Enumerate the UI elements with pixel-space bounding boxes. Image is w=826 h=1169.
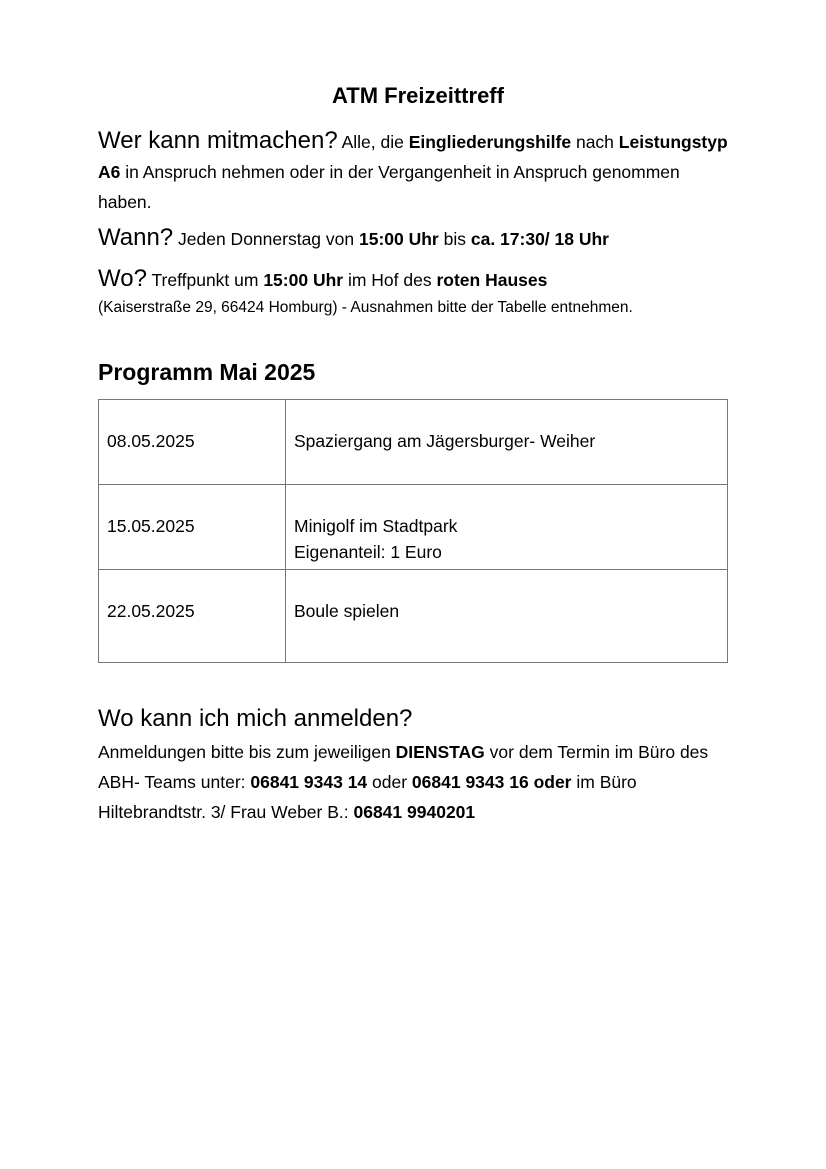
document-page <box>98 80 738 827</box>
where-question: Wo? <box>98 265 147 292</box>
where-text-2: im Hof des <box>343 270 437 290</box>
where-bold-2: roten Hauses <box>436 270 548 290</box>
activity-line-1: Minigolf im Stadtpark <box>294 516 458 536</box>
row-date: 08.05.2025 <box>99 400 286 485</box>
when-paragraph <box>98 223 738 254</box>
reg-bold-1: DIENSTAG <box>395 742 485 762</box>
when-bold-1: 15:00 Uhr <box>358 229 439 249</box>
where-bold-1: 15:00 Uhr <box>263 270 344 290</box>
who-text-2: nach <box>571 132 619 152</box>
table-row <box>99 570 728 663</box>
when-text-2: bis <box>438 229 471 249</box>
when-question: Wann? <box>98 224 174 251</box>
reg-text-3: oder <box>367 772 412 792</box>
who-bold-1: Eingliederungshilfe <box>408 132 572 152</box>
table-row <box>99 400 728 485</box>
program-table <box>98 399 728 663</box>
reg-text-2: vor dem Termin im Büro des ABH- Teams unter: <box>98 742 709 792</box>
activity-line-1: Boule spielen <box>294 601 400 621</box>
activity-line-1: Spaziergang am Jägersburger- Weiher <box>294 431 596 451</box>
who-text-1: Alle, die <box>337 132 409 152</box>
who-paragraph <box>98 126 738 217</box>
registration-title: Wo kann ich mich anmelden? <box>98 705 413 732</box>
activity-line-2: Eigenanteil: 1 Euro <box>294 542 442 562</box>
who-question: Wer kann mitmachen? <box>98 127 338 154</box>
reg-phone-1: 06841 9343 14 <box>250 772 368 792</box>
program-title: Programm Mai 2025 <box>98 359 316 385</box>
who-bold-2: Leistungstyp A6 <box>98 132 728 182</box>
reg-text-4: im Büro Hiltebrandtstr. 3/ Frau Weber B.: <box>98 772 637 822</box>
where-note: (Kaiserstraße 29, 66424 Homburg) - Ausnahmen bitte der Tabelle entnehmen. <box>98 299 633 316</box>
reg-text-1: Anmeldungen bitte bis zum jeweiligen <box>98 742 396 762</box>
row-activity <box>286 485 728 570</box>
document-title: ATM Freizeittreff <box>332 83 504 108</box>
registration-paragraph <box>98 737 738 827</box>
where-text-1: Treffpunkt um <box>146 270 264 290</box>
when-bold-2: ca. 17:30/ 18 Uhr <box>470 229 609 249</box>
row-date: 22.05.2025 <box>99 570 286 663</box>
table-row <box>99 485 728 570</box>
reg-phone-3: 06841 9940201 <box>353 802 476 822</box>
when-text-1: Jeden Donnerstag von <box>173 229 359 249</box>
row-activity <box>286 400 728 485</box>
where-paragraph <box>98 264 738 295</box>
reg-phone-2: 06841 9343 16 oder <box>411 772 572 792</box>
who-text-3: in Anspruch nehmen oder in der Vergangenheit in Anspruch genommen haben. <box>98 162 680 212</box>
row-activity <box>286 570 728 663</box>
row-date: 15.05.2025 <box>99 485 286 570</box>
